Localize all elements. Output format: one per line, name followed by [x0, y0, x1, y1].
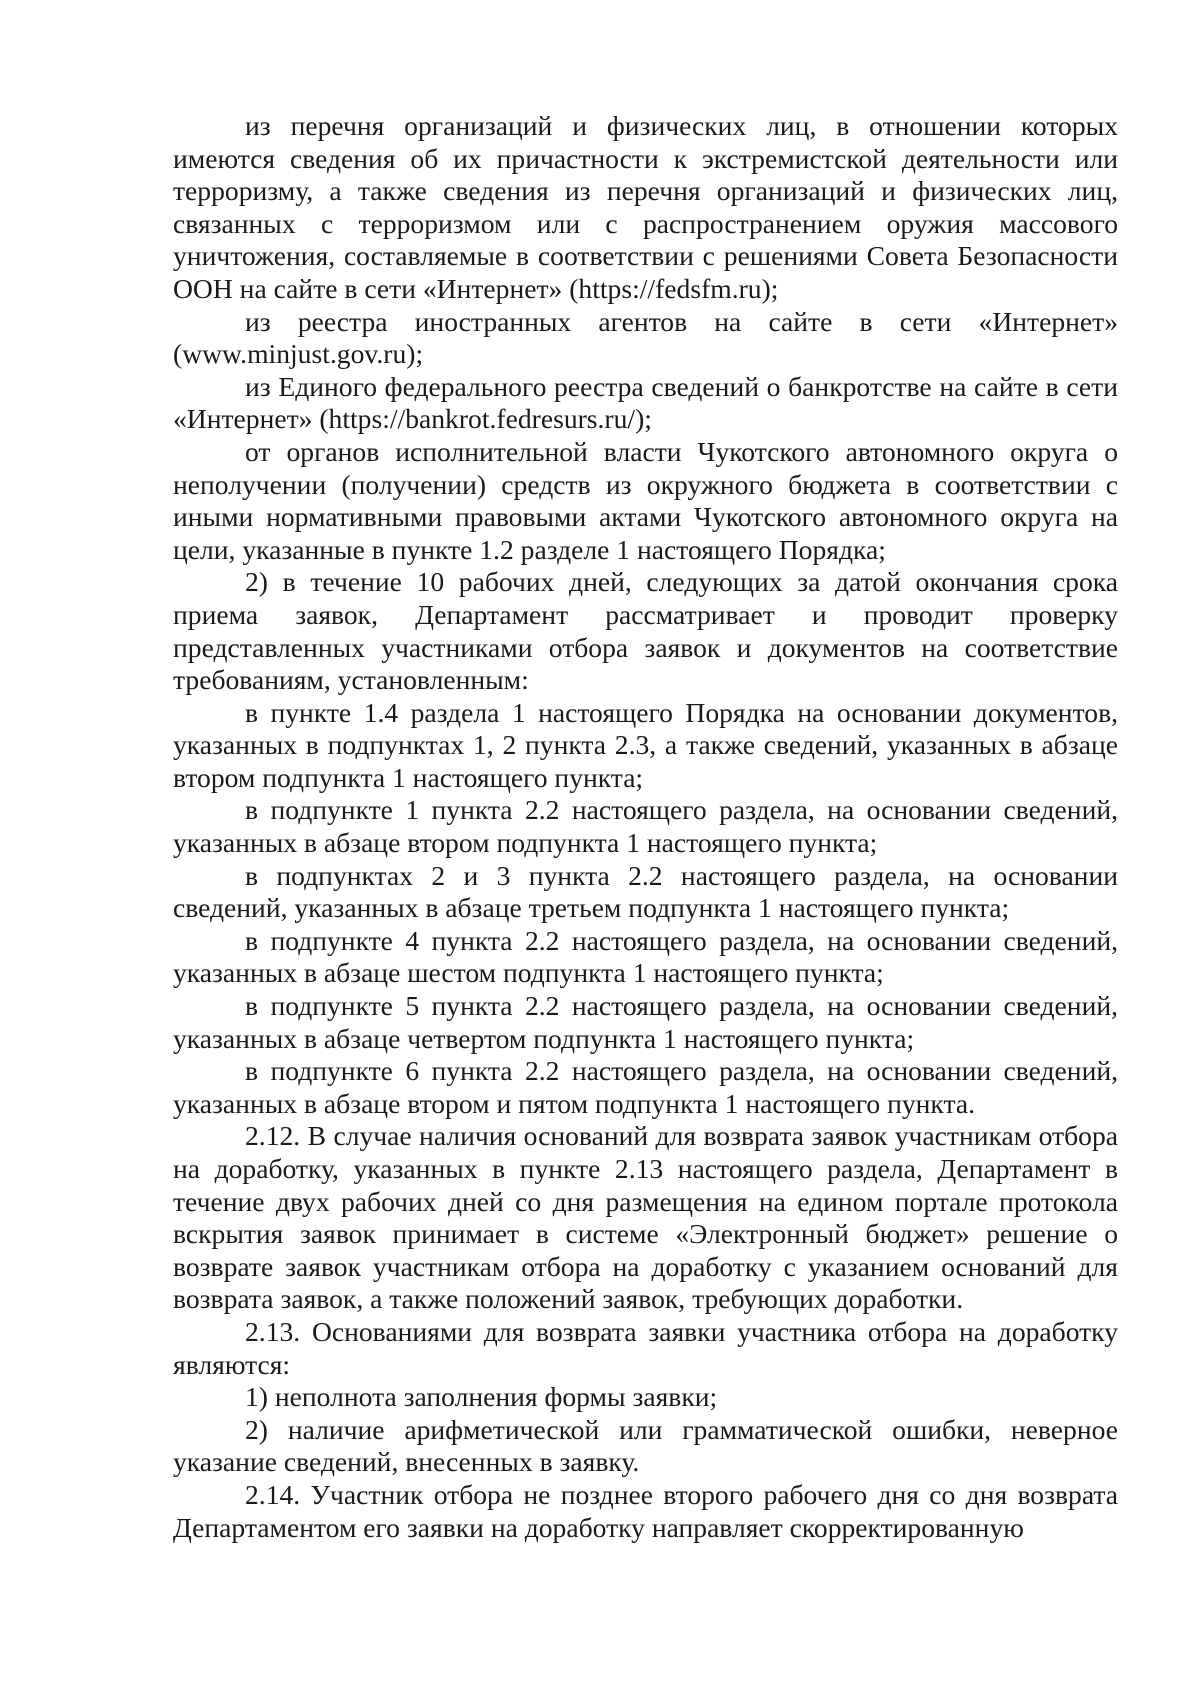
paragraph-check-2-2-4: в подпункте 4 пункта 2.2 настоящего раздела, на основании сведений, указанных в абзаце шестом подпункта 1 настоящего пункта; — [173, 924, 1118, 989]
paragraph-check-2-2-6: в подпункте 6 пункта 2.2 настоящего раздела, на основании сведений, указанных в абзаце втором и пятом подпункта 1 настоящего пункта. — [173, 1055, 1118, 1119]
paragraph-check-1-4: в пункте 1.4 раздела 1 настоящего Порядка на основании документов, указанных в подпунктах 1, 2 пункта 2.3, а также сведений, указанных в абзаце втором подпункта 1 настоящего пункта; — [173, 696, 1118, 793]
paragraph-clause-2-13: 2.13. Основаниями для возврата заявки участника отбора на доработку являются: — [173, 1315, 1118, 1380]
paragraph-subitem-2: 2) в течение 10 рабочих дней, следующих за датой окончания срока приема заявок, Департамент рассматривает и проводит проверку представленных участниками отбора заявок и документов на соответствие требованиям, установленным: — [173, 566, 1118, 696]
paragraph-list-item-un-sanctions: из перечня организаций и физических лиц, в отношении которых имеются сведения об их причастности к экстремистской деятельности или терроризму, а также сведения из перечня организаций и физических лиц, связанных с терроризмом или с распространением оружия массового уничтожения, составляемые в соответствии с решениями Совета Безопасности ООН на сайте в сети «Интернет» (https://fedsfm.ru); — [173, 110, 1118, 304]
paragraph-list-item-bankruptcy-registry: из Единого федерального реестра сведений о банкротстве на сайте в сети «Интернет» (https://bankrot.fedresurs.ru/); — [173, 370, 1118, 435]
paragraph-list-item-foreign-agents: из реестра иностранных агентов на сайте в сети «Интернет» (www.minjust.gov.ru); — [173, 305, 1118, 370]
paragraph-clause-2-13-item-2: 2) наличие арифметической или грамматической ошибки, неверное указание сведений, внесенных в заявку. — [173, 1413, 1118, 1478]
paragraph-clause-2-12: 2.12. В случае наличия оснований для возврата заявок участникам отбора на доработку, указанных в пункте 2.13 настоящего раздела, Департамент в течение двух рабочих дней со дня размещения на едином портале протокола вскрытия заявок принимает в системе «Электронный бюджет» решение о возврате заявок участникам отбора на доработку с указанием оснований для возврата заявок, а также положений заявок, требующих доработки. — [173, 1120, 1118, 1315]
document-body — [173, 110, 1118, 1544]
paragraph-clause-2-14: 2.14. Участник отбора не позднее второго рабочего дня со дня возврата Департаментом его заявки на доработку направляет скорректированную — [173, 1478, 1118, 1543]
paragraph-check-2-2-1: в подпункте 1 пункта 2.2 настоящего раздела, на основании сведений, указанных в абзаце втором подпункта 1 настоящего пункта; — [173, 794, 1118, 859]
paragraph-clause-2-13-item-1: 1) неполнота заполнения формы заявки; — [245, 1381, 718, 1413]
paragraph-check-2-2-2-3: в подпунктах 2 и 3 пункта 2.2 настоящего раздела, на основании сведений, указанных в абзаце третьем подпункта 1 настоящего пункта; — [173, 859, 1118, 924]
paragraph-check-2-2-5: в подпункте 5 пункта 2.2 настоящего раздела, на основании сведений, указанных в абзаце четвертом подпункта 1 настоящего пункта; — [173, 990, 1118, 1054]
paragraph-list-item-executive-bodies: от органов исполнительной власти Чукотского автономного округа о неполучении (получении) средств из окружного бюджета в соответствии с иными нормативными правовыми актами Чукотского автономного округа на цели, указанные в пункте 1.2 разделе 1 настоящего Порядка; — [173, 435, 1118, 565]
